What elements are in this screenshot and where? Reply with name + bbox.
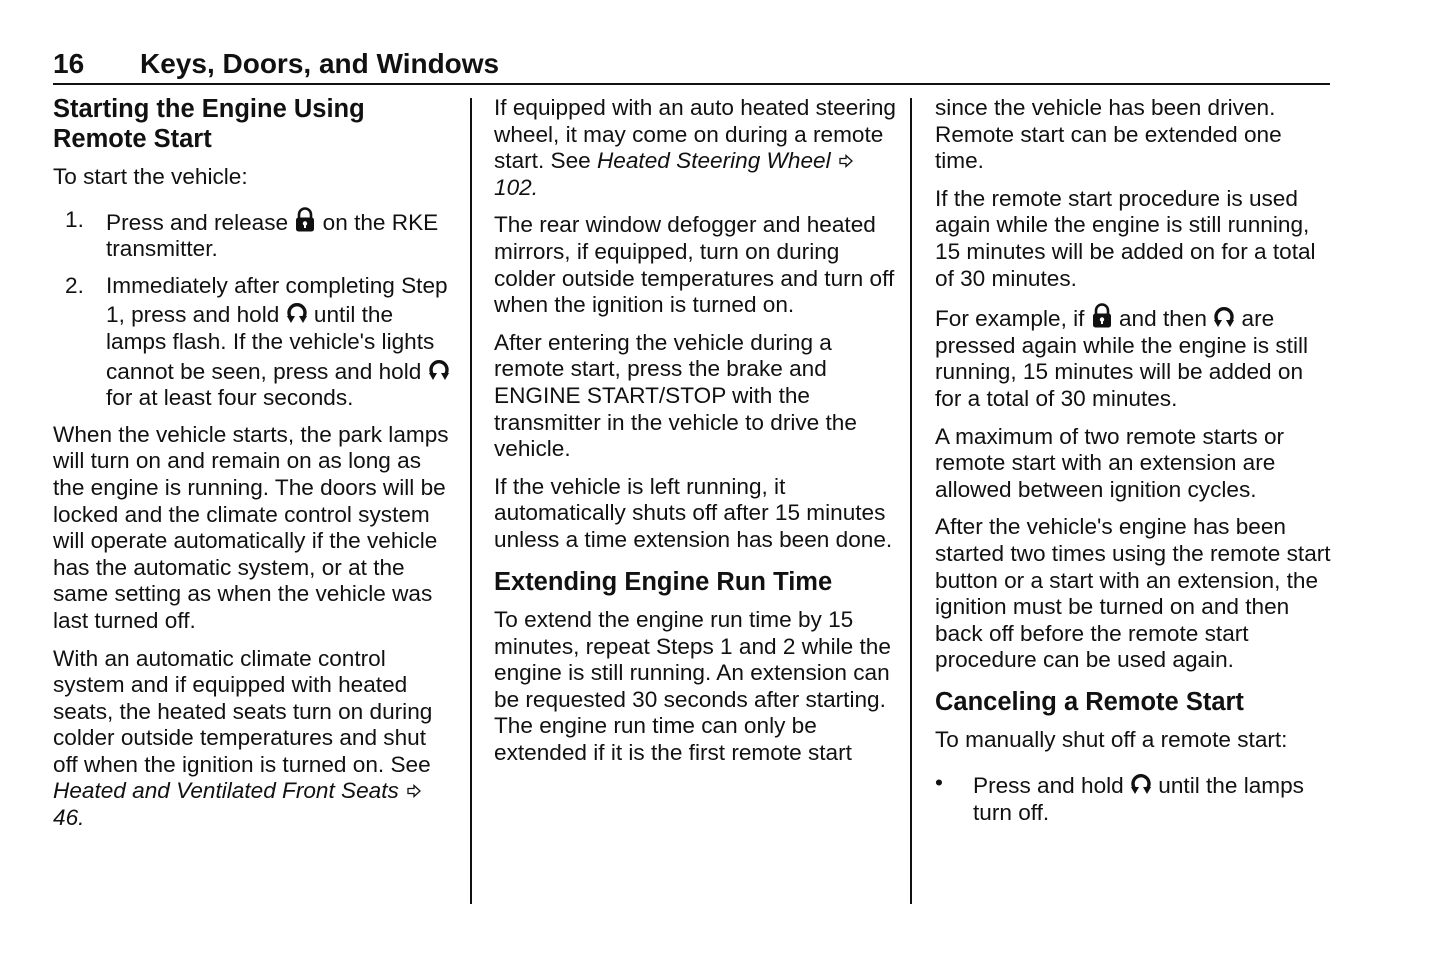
intro-text: To start the vehicle: <box>53 164 248 189</box>
step-text: until the lamps flash. If the vehicle's lights cannot be seen, press and hold <box>106 302 435 384</box>
paragraph-extension-once: since the vehicle has been driven. Remote start can be extended one time. <box>935 95 1282 174</box>
paragraph-maximum-starts: A maximum of two remote starts or remote start with an extension are allowed between ignition cycles. <box>935 423 1285 502</box>
paragraph-ignition-cycle: After the vehicle's engine has been started two times using the remote start button or a start with an extension, the ignition must be turned on and then back off before the remote start procedure can be used again. <box>935 514 1331 673</box>
step-1 <box>53 207 453 263</box>
page-reference-icon <box>407 784 421 798</box>
paragraph-text: With an automatic climate control system and if equipped with heated seats, the heated seats turn on during colder outside temperatures and shut off when the ignition is turned on. See <box>53 645 433 777</box>
remote-start-icon <box>1213 303 1235 329</box>
column-divider-2 <box>910 98 912 904</box>
step-text: Immediately after completing Step 1, press and hold <box>106 272 448 328</box>
paragraph-heated-steering <box>494 95 896 201</box>
page-number: 16 <box>53 48 85 79</box>
bullet-mark: • <box>935 769 943 795</box>
paragraph-defogger: The rear window defogger and heated mirrors, if equipped, turn on during colder outside temperatures and turn off when the ignition is turned on. <box>494 212 895 318</box>
paragraph-procedure-again: If the remote start procedure is used again while the engine is still running, 15 minutes will be added on for a total of 30 minutes. <box>935 185 1316 291</box>
page-header <box>53 46 1330 85</box>
step-2 <box>53 273 453 412</box>
page-reference-icon <box>839 154 853 168</box>
steps-list <box>53 207 453 412</box>
paragraph-text: are pressed again while the engine is still running, 15 minutes will be added on for a total of 30 minutes. <box>935 306 1309 411</box>
paragraph-cancel-intro: To manually shut off a remote start: <box>935 727 1288 753</box>
paragraph-example <box>935 303 1335 412</box>
column-3 <box>935 95 1335 826</box>
cancel-bullet-list <box>935 770 1335 826</box>
paragraph-entering-vehicle: After entering the vehicle during a remote start, press the brake and ENGINE START/STOP with the transmitter in the vehicle to drive the vehicle. <box>494 329 857 462</box>
lock-icon <box>1091 303 1113 329</box>
remote-start-icon <box>286 299 308 325</box>
column-divider-1 <box>470 98 472 904</box>
lock-icon <box>294 207 316 233</box>
paragraph-extend-run-time: To extend the engine run time by 15 minutes, repeat Steps 1 and 2 while the engine is still running. An extension can be requested 30 seconds after starting. The engine run time can only be extended if it is the first remote start <box>494 607 891 765</box>
paragraph-park-lamps: When the vehicle starts, the park lamps will turn on and remain on as long as the engine is running. The doors will be locked and the climate control system will operate automatically if the vehicle has the automatic system, or at the same setting as when the vehicle was last turned off. <box>53 421 449 633</box>
paragraph-text: If equipped with an auto heated steering wheel, it may come on during a remote start. See <box>494 95 896 174</box>
step-text: on the RKE transmitter. <box>106 209 439 262</box>
cross-reference-link[interactable]: Heated and Ventilated Front Seats <box>53 778 399 804</box>
step-number: 2. <box>65 272 84 298</box>
heading-canceling-remote-start: Canceling a Remote Start <box>935 687 1244 716</box>
step-text: Press and release <box>106 209 289 235</box>
list-item-text: Press and hold <box>973 772 1124 798</box>
column-2 <box>494 95 896 778</box>
list-item <box>935 770 1335 826</box>
remote-start-icon <box>1130 770 1152 796</box>
paragraph-auto-shutoff: If the vehicle is left running, it automatically shuts off after 15 minutes unless a time extension has been done. <box>494 473 893 552</box>
paragraph-heated-seats <box>53 646 453 832</box>
remote-start-icon <box>428 356 450 382</box>
step-number: 1. <box>65 206 84 232</box>
page-reference: 102. <box>494 174 538 200</box>
section-title: Keys, Doors, and Windows <box>140 48 500 79</box>
page-reference: 46. <box>53 805 85 831</box>
column-1 <box>53 95 453 843</box>
list-item-text: until the lamps turn off. <box>973 772 1304 825</box>
cross-reference-link[interactable]: Heated Steering Wheel <box>596 148 831 174</box>
paragraph-text: For example, if <box>935 306 1085 332</box>
step-text: for at least four seconds. <box>106 385 354 411</box>
paragraph-text: and then <box>1118 306 1207 332</box>
heading-remote-start: Starting the Engine Using Remote Start <box>53 95 365 153</box>
heading-extending-run-time: Extending Engine Run Time <box>494 567 833 596</box>
